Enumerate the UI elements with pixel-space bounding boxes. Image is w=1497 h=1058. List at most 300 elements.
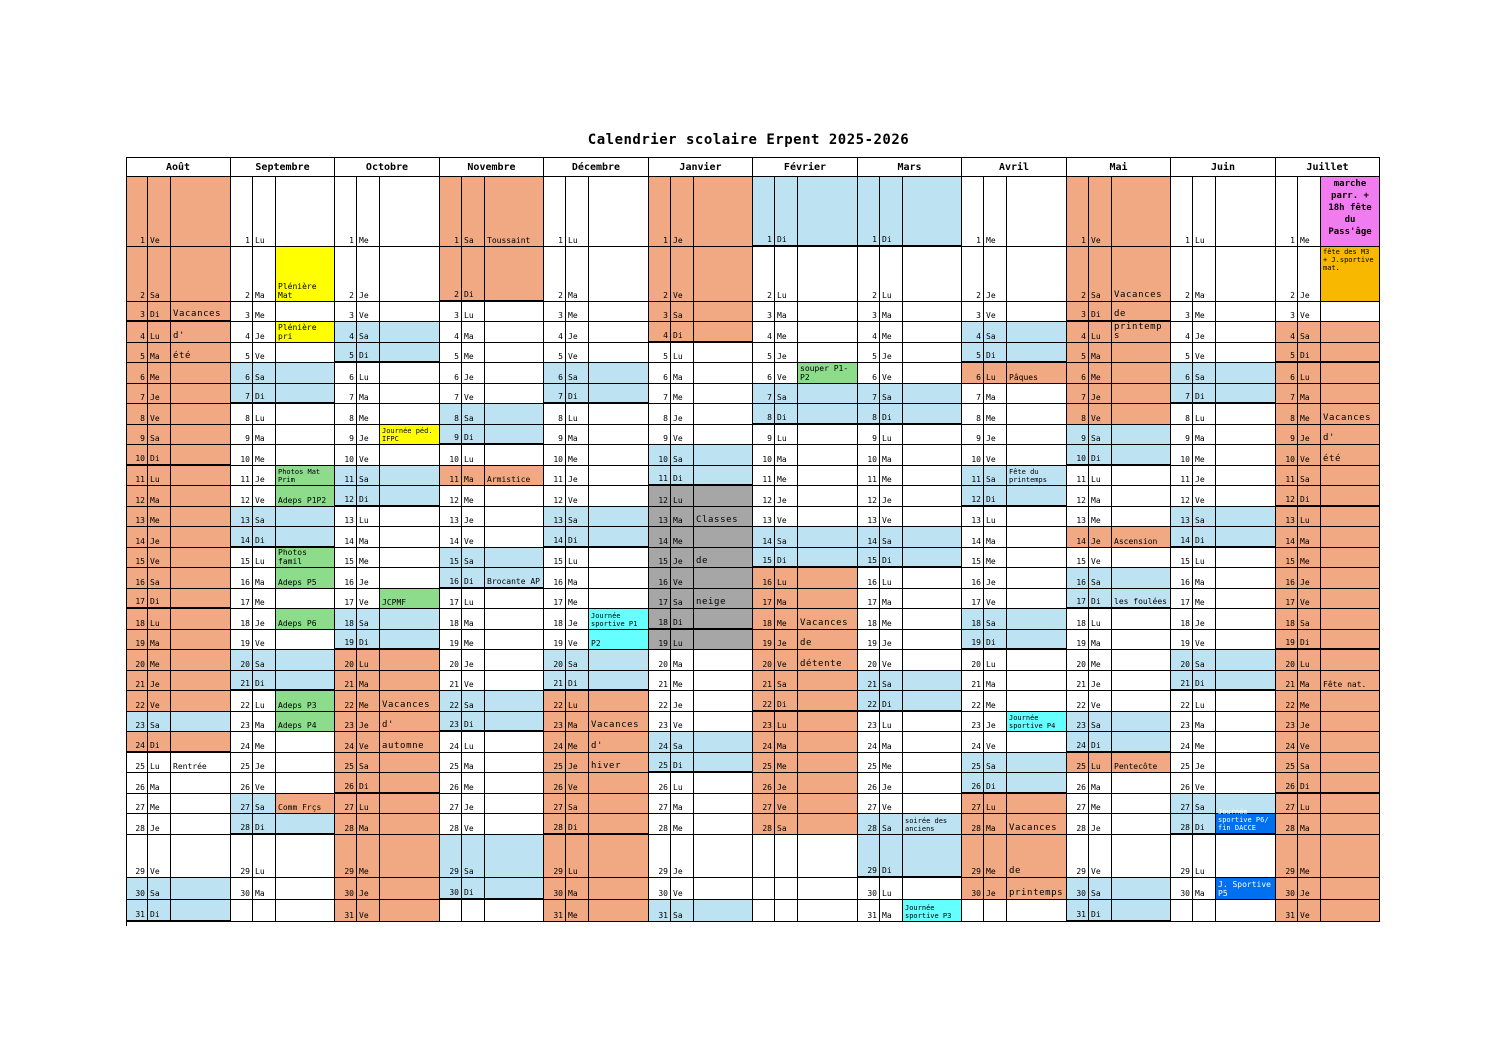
event-cell[interactable]: [276, 773, 335, 794]
event-cell[interactable]: [1007, 445, 1067, 466]
event-cell[interactable]: [1112, 384, 1171, 404]
event-cell[interactable]: [171, 650, 231, 671]
event-cell[interactable]: [380, 507, 440, 527]
event-cell[interactable]: [276, 671, 335, 691]
event-cell[interactable]: [1007, 671, 1067, 691]
calendar-event[interactable]: Photos famil: [276, 548, 335, 568]
event-cell[interactable]: [485, 835, 544, 878]
event-cell[interactable]: [380, 568, 440, 589]
calendar-event[interactable]: Journée sportive P1: [589, 609, 649, 630]
event-cell[interactable]: [485, 773, 544, 794]
event-cell[interactable]: [171, 671, 231, 691]
event-cell[interactable]: [380, 900, 440, 922]
calendar-event[interactable]: soirée des anciens: [903, 814, 962, 835]
event-cell[interactable]: [171, 835, 231, 878]
event-cell[interactable]: [903, 753, 962, 773]
event-cell[interactable]: [1321, 343, 1380, 363]
calendar-event[interactable]: automne: [380, 732, 440, 753]
calendar-event[interactable]: Adeps P1P2: [276, 486, 335, 507]
event-cell[interactable]: [171, 384, 231, 404]
event-cell[interactable]: [694, 343, 753, 363]
event-cell[interactable]: [694, 486, 753, 507]
event-cell[interactable]: [1007, 568, 1067, 589]
event-cell[interactable]: [1007, 302, 1067, 322]
event-cell[interactable]: [798, 527, 858, 548]
event-cell[interactable]: [1321, 609, 1380, 630]
event-cell[interactable]: [171, 466, 231, 486]
event-cell[interactable]: [380, 466, 440, 486]
event-cell[interactable]: [798, 322, 858, 343]
event-cell[interactable]: [694, 732, 753, 753]
event-cell[interactable]: [694, 773, 753, 794]
event-cell[interactable]: [485, 878, 544, 900]
event-cell[interactable]: [589, 445, 649, 466]
event-cell[interactable]: [1321, 466, 1380, 486]
event-cell[interactable]: [1112, 712, 1171, 732]
calendar-event[interactable]: de: [1007, 835, 1067, 878]
event-cell[interactable]: [798, 548, 858, 568]
event-cell[interactable]: [485, 630, 544, 650]
event-cell[interactable]: [1112, 691, 1171, 712]
event-cell[interactable]: [1007, 732, 1067, 753]
event-cell[interactable]: [485, 712, 544, 732]
event-cell[interactable]: [1216, 589, 1276, 609]
event-cell[interactable]: [589, 671, 649, 691]
event-cell[interactable]: [798, 466, 858, 486]
event-cell[interactable]: [903, 671, 962, 691]
event-cell[interactable]: [171, 548, 231, 568]
event-cell[interactable]: [1216, 630, 1276, 650]
event-cell[interactable]: [1216, 691, 1276, 712]
event-cell[interactable]: [903, 466, 962, 486]
event-cell[interactable]: [903, 343, 962, 363]
event-cell[interactable]: [798, 773, 858, 794]
event-cell[interactable]: [694, 568, 753, 589]
event-cell[interactable]: [171, 814, 231, 835]
event-cell[interactable]: [798, 589, 858, 609]
calendar-event[interactable]: marche parr. + 18h fête du Pass'âge: [1321, 177, 1380, 247]
event-cell[interactable]: [798, 794, 858, 814]
event-cell[interactable]: [798, 384, 858, 404]
calendar-event[interactable]: Journée sportive P3: [903, 900, 962, 922]
event-cell[interactable]: [694, 322, 753, 343]
event-cell[interactable]: [798, 732, 858, 753]
event-cell[interactable]: [380, 835, 440, 878]
event-cell[interactable]: [1321, 900, 1380, 922]
calendar-event[interactable]: Photos Mat Prim: [276, 466, 335, 486]
calendar-event[interactable]: Ascension: [1112, 527, 1171, 548]
event-cell[interactable]: [1112, 363, 1171, 384]
event-cell[interactable]: [380, 650, 440, 671]
event-cell[interactable]: [1321, 814, 1380, 835]
event-cell[interactable]: [589, 177, 649, 247]
event-cell[interactable]: [1321, 794, 1380, 814]
event-cell[interactable]: [1007, 527, 1067, 548]
event-cell[interactable]: [276, 404, 335, 425]
event-cell[interactable]: [1216, 527, 1276, 548]
event-cell[interactable]: [1216, 425, 1276, 445]
calendar-event[interactable]: Comm Frçs: [276, 794, 335, 814]
event-cell[interactable]: [798, 691, 858, 712]
calendar-event[interactable]: P2: [589, 630, 649, 650]
event-cell[interactable]: [380, 609, 440, 630]
event-cell[interactable]: [485, 486, 544, 507]
calendar-event[interactable]: Vacances: [1007, 814, 1067, 835]
event-cell[interactable]: [485, 527, 544, 548]
event-cell[interactable]: [485, 794, 544, 814]
calendar-event[interactable]: Adeps P6: [276, 609, 335, 630]
event-cell[interactable]: [903, 548, 962, 568]
event-cell[interactable]: [694, 177, 753, 247]
event-cell[interactable]: [380, 343, 440, 363]
event-cell[interactable]: [1112, 425, 1171, 445]
event-cell[interactable]: [1007, 322, 1067, 343]
event-cell[interactable]: [485, 247, 544, 302]
event-cell[interactable]: [1321, 630, 1380, 650]
event-cell[interactable]: [276, 835, 335, 878]
calendar-event[interactable]: Pâques: [1007, 363, 1067, 384]
event-cell[interactable]: [485, 404, 544, 425]
event-cell[interactable]: [589, 794, 649, 814]
event-cell[interactable]: [903, 794, 962, 814]
event-cell[interactable]: [276, 753, 335, 773]
event-cell[interactable]: [1007, 177, 1067, 247]
event-cell[interactable]: [276, 650, 335, 671]
calendar-event[interactable]: été: [1321, 445, 1380, 466]
event-cell[interactable]: [1112, 794, 1171, 814]
event-cell[interactable]: [589, 650, 649, 671]
event-cell[interactable]: [589, 835, 649, 878]
event-cell[interactable]: [485, 548, 544, 568]
event-cell[interactable]: [276, 589, 335, 609]
event-cell[interactable]: [380, 753, 440, 773]
event-cell[interactable]: [903, 302, 962, 322]
event-cell[interactable]: [1321, 589, 1380, 609]
event-cell[interactable]: [1007, 650, 1067, 671]
calendar-event[interactable]: été: [171, 343, 231, 363]
calendar-event[interactable]: Vacances: [171, 302, 231, 322]
calendar-event[interactable]: Pentecôte: [1112, 753, 1171, 773]
event-cell[interactable]: [380, 384, 440, 404]
event-cell[interactable]: [694, 835, 753, 878]
event-cell[interactable]: [798, 568, 858, 589]
event-cell[interactable]: [485, 384, 544, 404]
event-cell[interactable]: [1216, 548, 1276, 568]
event-cell[interactable]: [1321, 507, 1380, 527]
event-cell[interactable]: [798, 753, 858, 773]
event-cell[interactable]: [903, 773, 962, 794]
event-cell[interactable]: [694, 691, 753, 712]
calendar-event[interactable]: neige: [694, 589, 753, 609]
event-cell[interactable]: [1321, 712, 1380, 732]
event-cell[interactable]: [1216, 302, 1276, 322]
event-cell[interactable]: [276, 507, 335, 527]
event-cell[interactable]: [380, 404, 440, 425]
calendar-event[interactable]: de: [1112, 302, 1171, 322]
event-cell[interactable]: [1112, 773, 1171, 794]
event-cell[interactable]: [1216, 486, 1276, 507]
event-cell[interactable]: [485, 425, 544, 445]
calendar-event[interactable]: Adeps P5: [276, 568, 335, 589]
event-cell[interactable]: [694, 753, 753, 773]
event-cell[interactable]: [171, 568, 231, 589]
event-cell[interactable]: [171, 878, 231, 900]
event-cell[interactable]: [903, 384, 962, 404]
event-cell[interactable]: [485, 589, 544, 609]
calendar-event[interactable]: de: [798, 630, 858, 650]
event-cell[interactable]: [1321, 650, 1380, 671]
event-cell[interactable]: [1216, 712, 1276, 732]
event-cell[interactable]: [1321, 302, 1380, 322]
event-cell[interactable]: [1321, 835, 1380, 878]
event-cell[interactable]: [1007, 548, 1067, 568]
event-cell[interactable]: [380, 445, 440, 466]
event-cell[interactable]: [276, 343, 335, 363]
calendar-event[interactable]: Vacances: [589, 712, 649, 732]
calendar-event[interactable]: de: [694, 548, 753, 568]
event-cell[interactable]: [1007, 630, 1067, 650]
event-cell[interactable]: [798, 425, 858, 445]
event-cell[interactable]: [694, 794, 753, 814]
event-cell[interactable]: [171, 507, 231, 527]
event-cell[interactable]: [1112, 609, 1171, 630]
calendar-event[interactable]: d': [1321, 425, 1380, 445]
event-cell[interactable]: [903, 425, 962, 445]
event-cell[interactable]: [276, 630, 335, 650]
event-cell[interactable]: [1321, 384, 1380, 404]
event-cell[interactable]: [903, 177, 962, 247]
event-cell[interactable]: [171, 589, 231, 609]
event-cell[interactable]: [1007, 384, 1067, 404]
event-cell[interactable]: [1216, 568, 1276, 589]
event-cell[interactable]: [903, 247, 962, 302]
calendar-event[interactable]: fête des M3 + J.sportive mat.: [1321, 247, 1380, 302]
event-cell[interactable]: [694, 630, 753, 650]
event-cell[interactable]: [276, 363, 335, 384]
event-cell[interactable]: [380, 363, 440, 384]
event-cell[interactable]: [798, 247, 858, 302]
event-cell[interactable]: [485, 507, 544, 527]
event-cell[interactable]: [380, 527, 440, 548]
event-cell[interactable]: [485, 322, 544, 343]
event-cell[interactable]: [485, 363, 544, 384]
calendar-event[interactable]: d': [380, 712, 440, 732]
event-cell[interactable]: [589, 425, 649, 445]
event-cell[interactable]: [171, 732, 231, 753]
event-cell[interactable]: [903, 486, 962, 507]
event-cell[interactable]: [903, 404, 962, 425]
event-cell[interactable]: [276, 384, 335, 404]
event-cell[interactable]: [171, 486, 231, 507]
event-cell[interactable]: [589, 548, 649, 568]
event-cell[interactable]: [694, 609, 753, 630]
event-cell[interactable]: [1216, 363, 1276, 384]
event-cell[interactable]: [485, 302, 544, 322]
event-cell[interactable]: [1216, 671, 1276, 691]
event-cell[interactable]: [1321, 773, 1380, 794]
event-cell[interactable]: [798, 302, 858, 322]
event-cell[interactable]: [1112, 835, 1171, 878]
event-cell[interactable]: [1216, 404, 1276, 425]
event-cell[interactable]: [1321, 878, 1380, 900]
event-cell[interactable]: [1321, 691, 1380, 712]
event-cell[interactable]: [1112, 650, 1171, 671]
event-cell[interactable]: [903, 445, 962, 466]
event-cell[interactable]: [380, 247, 440, 302]
event-cell[interactable]: [171, 691, 231, 712]
event-cell[interactable]: [1216, 177, 1276, 247]
calendar-event[interactable]: les foulées: [1112, 589, 1171, 609]
event-cell[interactable]: [1112, 878, 1171, 900]
event-cell[interactable]: [1112, 445, 1171, 466]
event-cell[interactable]: [380, 548, 440, 568]
event-cell[interactable]: [694, 527, 753, 548]
event-cell[interactable]: [694, 878, 753, 900]
event-cell[interactable]: [903, 363, 962, 384]
event-cell[interactable]: [1112, 343, 1171, 363]
event-cell[interactable]: [589, 247, 649, 302]
event-cell[interactable]: [1216, 609, 1276, 630]
calendar-event[interactable]: J. Sportive P5: [1216, 878, 1276, 900]
calendar-event[interactable]: détente: [798, 650, 858, 671]
event-cell[interactable]: [171, 404, 231, 425]
event-cell[interactable]: [903, 878, 962, 900]
event-cell[interactable]: [589, 814, 649, 835]
event-cell[interactable]: [1112, 732, 1171, 753]
event-cell[interactable]: [1216, 466, 1276, 486]
event-cell[interactable]: [1112, 630, 1171, 650]
calendar-event[interactable]: souper P1-P2: [798, 363, 858, 384]
event-cell[interactable]: [1112, 486, 1171, 507]
event-cell[interactable]: [276, 814, 335, 835]
calendar-event[interactable]: Vacances: [798, 609, 858, 630]
event-cell[interactable]: [1216, 247, 1276, 302]
event-cell[interactable]: [694, 363, 753, 384]
event-cell[interactable]: [380, 486, 440, 507]
event-cell[interactable]: [1216, 835, 1276, 878]
event-cell[interactable]: [1321, 322, 1380, 343]
event-cell[interactable]: [903, 568, 962, 589]
event-cell[interactable]: [1007, 773, 1067, 794]
calendar-event[interactable]: d': [171, 322, 231, 343]
event-cell[interactable]: [798, 712, 858, 732]
event-cell[interactable]: [798, 671, 858, 691]
event-cell[interactable]: [903, 732, 962, 753]
event-cell[interactable]: [694, 404, 753, 425]
calendar-event[interactable]: Journée péd. IFPC: [380, 425, 440, 445]
calendar-event[interactable]: Plénière Mat: [276, 247, 335, 302]
event-cell[interactable]: [589, 878, 649, 900]
event-cell[interactable]: [276, 878, 335, 900]
event-cell[interactable]: [694, 425, 753, 445]
event-cell[interactable]: [380, 794, 440, 814]
event-cell[interactable]: [1216, 445, 1276, 466]
event-cell[interactable]: [903, 691, 962, 712]
event-cell[interactable]: [903, 507, 962, 527]
event-cell[interactable]: [589, 507, 649, 527]
event-cell[interactable]: [1007, 753, 1067, 773]
calendar-event[interactable]: Fête nat.: [1321, 671, 1380, 691]
calendar-event[interactable]: Adeps P3: [276, 691, 335, 712]
event-cell[interactable]: [171, 609, 231, 630]
event-cell[interactable]: [1216, 753, 1276, 773]
event-cell[interactable]: [276, 732, 335, 753]
event-cell[interactable]: [171, 445, 231, 466]
event-cell[interactable]: [380, 177, 440, 247]
calendar-event[interactable]: Vacances: [380, 691, 440, 712]
event-cell[interactable]: [1216, 650, 1276, 671]
event-cell[interactable]: [171, 527, 231, 548]
event-cell[interactable]: [589, 384, 649, 404]
event-cell[interactable]: [903, 650, 962, 671]
event-cell[interactable]: [1112, 671, 1171, 691]
event-cell[interactable]: [380, 814, 440, 835]
event-cell[interactable]: [1216, 507, 1276, 527]
event-cell[interactable]: [694, 712, 753, 732]
event-cell[interactable]: [694, 247, 753, 302]
event-cell[interactable]: [380, 878, 440, 900]
event-cell[interactable]: [1007, 404, 1067, 425]
event-cell[interactable]: [485, 753, 544, 773]
event-cell[interactable]: [903, 322, 962, 343]
event-cell[interactable]: [1112, 568, 1171, 589]
event-cell[interactable]: [380, 322, 440, 343]
event-cell[interactable]: [694, 302, 753, 322]
event-cell[interactable]: [903, 712, 962, 732]
event-cell[interactable]: [171, 712, 231, 732]
event-cell[interactable]: [1112, 466, 1171, 486]
event-cell[interactable]: [798, 486, 858, 507]
event-cell[interactable]: [903, 609, 962, 630]
event-cell[interactable]: [1007, 247, 1067, 302]
event-cell[interactable]: [694, 384, 753, 404]
event-cell[interactable]: [589, 363, 649, 384]
event-cell[interactable]: [694, 650, 753, 671]
event-cell[interactable]: [1007, 343, 1067, 363]
event-cell[interactable]: [1007, 589, 1067, 609]
event-cell[interactable]: [1112, 404, 1171, 425]
calendar-event[interactable]: Toussaint: [485, 177, 544, 247]
event-cell[interactable]: [1321, 486, 1380, 507]
event-cell[interactable]: [1112, 900, 1171, 922]
event-cell[interactable]: [485, 814, 544, 835]
event-cell[interactable]: [798, 814, 858, 835]
event-cell[interactable]: [1321, 753, 1380, 773]
event-cell[interactable]: [694, 466, 753, 486]
event-cell[interactable]: [694, 445, 753, 466]
calendar-event[interactable]: Rentrée: [171, 753, 231, 773]
event-cell[interactable]: [485, 671, 544, 691]
event-cell[interactable]: [1321, 732, 1380, 753]
event-cell[interactable]: [485, 445, 544, 466]
event-cell[interactable]: [1007, 609, 1067, 630]
event-cell[interactable]: [276, 445, 335, 466]
event-cell[interactable]: [589, 302, 649, 322]
event-cell[interactable]: [1112, 177, 1171, 247]
event-cell[interactable]: [276, 177, 335, 247]
calendar-event[interactable]: Brocante AP: [485, 568, 544, 589]
event-cell[interactable]: [485, 650, 544, 671]
event-cell[interactable]: [171, 177, 231, 247]
event-cell[interactable]: [1007, 794, 1067, 814]
calendar-event[interactable]: Journée sportive P4: [1007, 712, 1067, 732]
event-cell[interactable]: [380, 630, 440, 650]
event-cell[interactable]: [903, 589, 962, 609]
event-cell[interactable]: [694, 900, 753, 922]
event-cell[interactable]: [589, 343, 649, 363]
event-cell[interactable]: [903, 630, 962, 650]
calendar-event[interactable]: printemps: [1007, 878, 1067, 900]
